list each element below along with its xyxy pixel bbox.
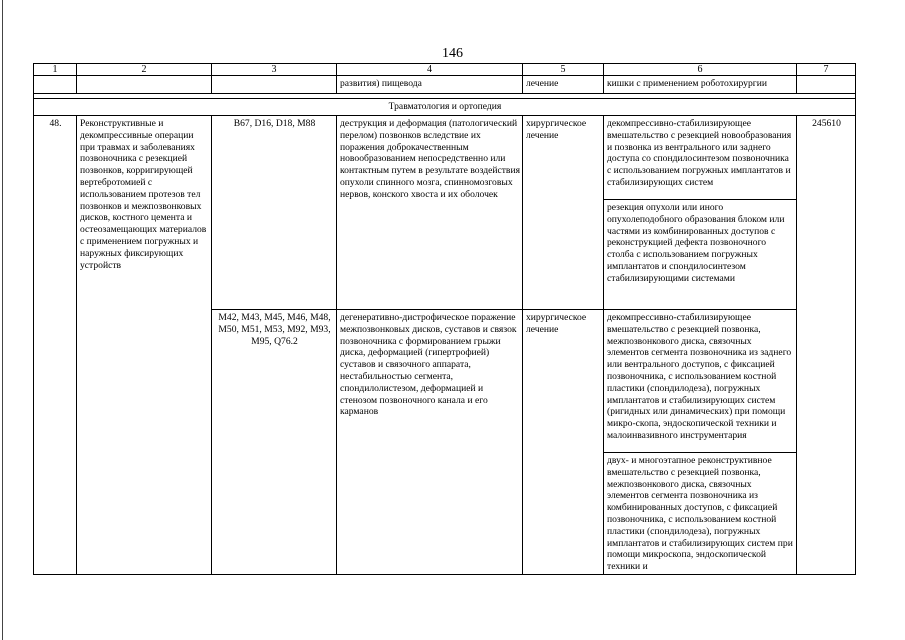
col-header-7: 7 — [797, 64, 856, 76]
col-header-3: 3 — [212, 64, 337, 76]
col-header-2: 2 — [77, 64, 212, 76]
col-header-5: 5 — [523, 64, 604, 76]
services-table — [33, 63, 856, 575]
section-row — [34, 99, 856, 116]
service-name: Реконструктивные и декомпрессивные операции при травмах и заболеваниях позвоночника с резекцией позвонков, корригирующей вертебротомией с использованием протезов тел позвонков и межпозвонковых дисков, костного цемента и остеозамещающих материалов с применением погружных и наружных фиксирующих устройств — [77, 116, 212, 575]
cont-cell-3 — [212, 76, 337, 94]
section-title: Травматология и ортопедия — [34, 99, 856, 116]
method-2b: двух- и многоэтапное реконструктивное вмешательство с резекцией позвонка, межпозвонкового диска, связочных элементов сегмента позвоночника из комбинированных доступов, с фиксацией позвоночника, с использованием костной пластики (спондилодеза), погружных имплантатов и стабилизирующих систем при помощи микроскопа, эндоскопической техники и — [604, 453, 797, 575]
price-value: 245610 — [797, 116, 856, 575]
cont-cell-7 — [797, 76, 856, 94]
continuation-row — [34, 76, 856, 94]
method-2a: декомпрессивно-стабилизирующее вмешательство с резекцией позвонка, межпозвонкового диска, связочных элементов сегмента позвоночника из заднего или вентрального доступов, с фиксацией позвоночника, с использованием костной пластики (спондилодеза), погружных имплантатов и стабилизирующих систем (ригидных или динамических) при помощи микро-скопа, эндоскопической техники и малоинвазивного инструментария — [604, 310, 797, 453]
diagnosis-1: деструкция и деформация (патологический перелом) позвонков вследствие их поражения доброкачественным новообразованием непосредственно или контактным путем в результате воздействия опухоли спинного мозга, спинномозговых нервов, конского хвоста и их оболочек — [337, 116, 523, 310]
col-header-4: 4 — [337, 64, 523, 76]
icd-codes-1: B67, D16, D18, M88 — [212, 116, 337, 310]
row-number: 48. — [34, 116, 77, 575]
cont-diagnosis: развития) пищевода — [337, 76, 523, 94]
treatment-1: хирургическое лечение — [523, 116, 604, 310]
diagnosis-2: дегенеративно-дистрофическое поражение межпозвонковых дисков, суставов и связок позвоночника с формированием грыжи диска, деформацией (гипертрофией) суставов и связочного аппарата, нестабильностью сегмента, спондилолистезом, деформацией и стенозом позвоночного канала и его карманов — [337, 310, 523, 575]
method-1b: резекция опухоли или иного опухолеподобного образования блоком или частями из комбинированных доступов с реконструкцией дефекта позвоночного столба с использованием погружных имплантатов и спондилосинтезом стабилизирующими системами — [604, 200, 797, 310]
page-edge-line — [2, 0, 3, 640]
cont-treatment: лечение — [523, 76, 604, 94]
table-row — [34, 116, 856, 200]
page-number: 146 — [442, 46, 463, 61]
col-header-1: 1 — [34, 64, 77, 76]
cont-cell-1 — [34, 76, 77, 94]
cont-method: кишки с применением роботохирургии — [604, 76, 797, 94]
treatment-2: хирургическое лечение — [523, 310, 604, 575]
icd-codes-2: M42, M43, M45, M46, M48, M50, M51, M53, M92, M93, M95, Q76.2 — [212, 310, 337, 575]
cont-cell-2 — [77, 76, 212, 94]
col-header-6: 6 — [604, 64, 797, 76]
method-1a: декомпрессивно-стабилизирующее вмешательство с резекцией новообразования и позвонка из вентрального или заднего доступа со спондилосинтезом позвоночника с использованием погружных имплантатов и стабилизирующих систем — [604, 116, 797, 200]
column-number-row — [34, 64, 856, 76]
